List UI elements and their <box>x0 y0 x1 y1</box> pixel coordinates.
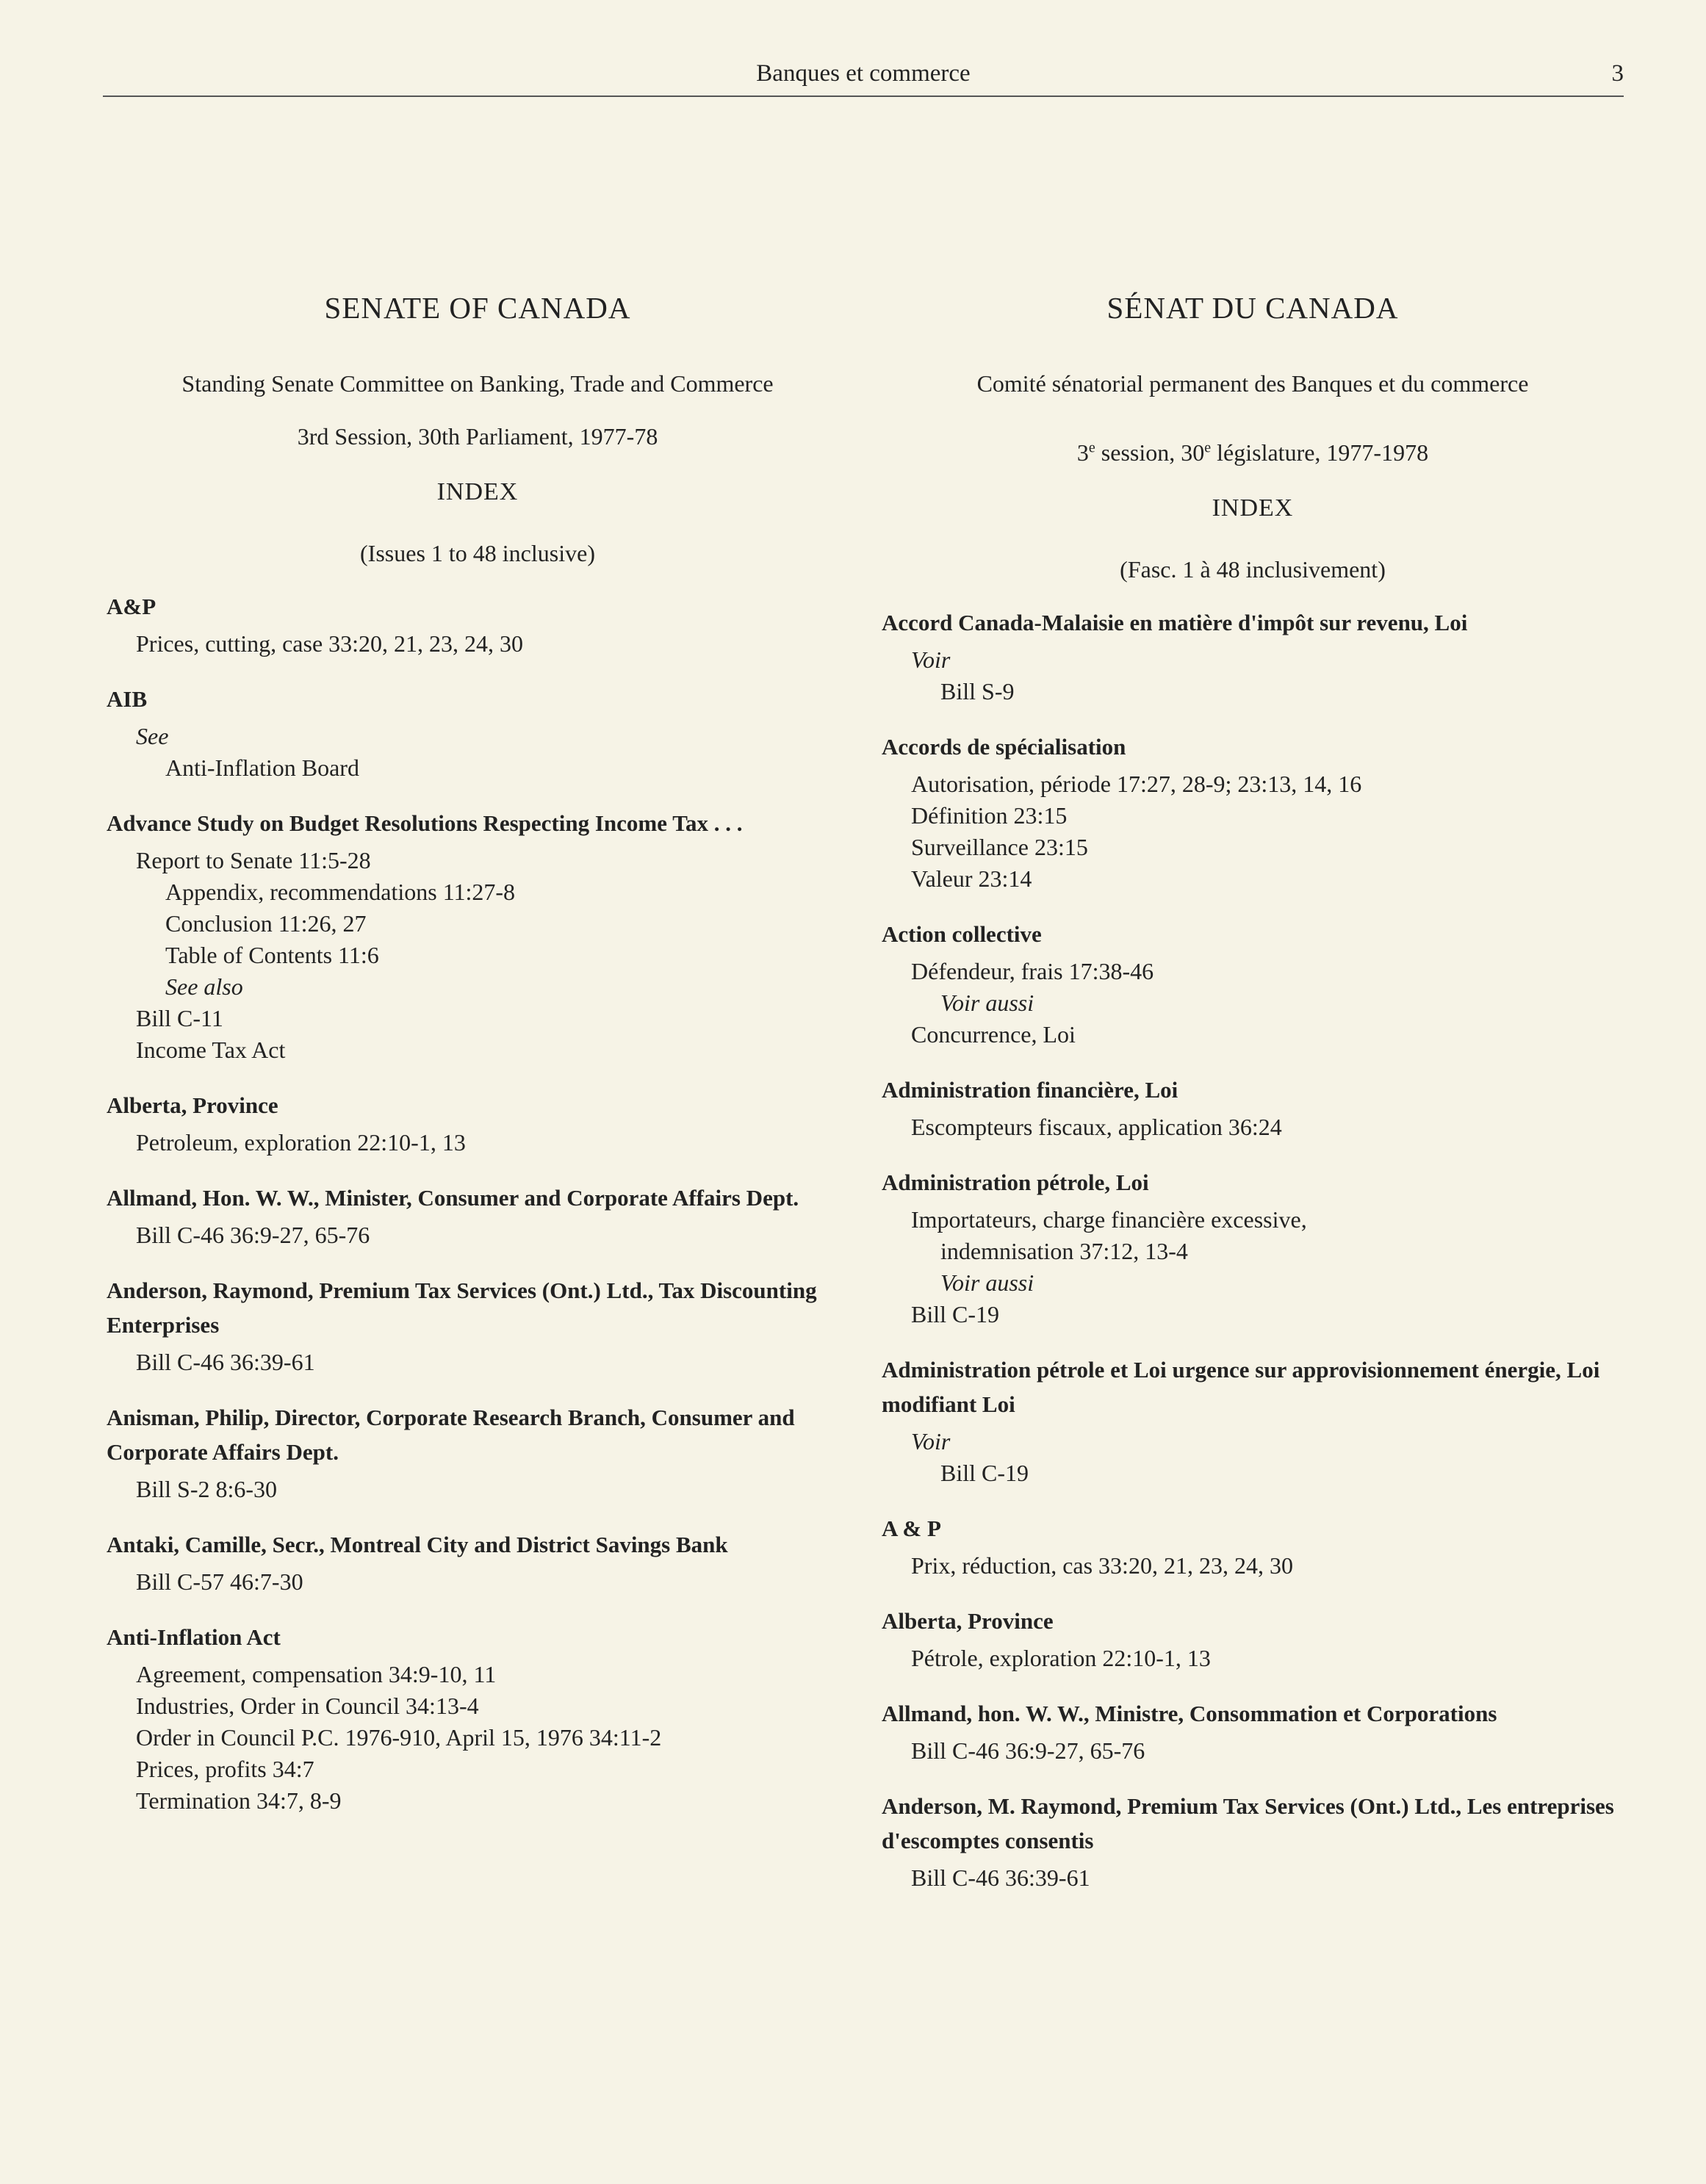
entry-subline: Prix, réduction, cas 33:20, 21, 23, 24, 30 <box>911 1552 1293 1579</box>
issues-range: (Fasc. 1 à 48 inclusivement) <box>1120 556 1386 583</box>
senate-title: SENATE OF CANADA <box>324 291 631 325</box>
index-heading: INDEX <box>436 478 519 505</box>
index-entry <box>107 1527 849 1598</box>
entry-subline: Bill C-11 <box>136 1005 223 1031</box>
index-entry <box>107 1400 849 1505</box>
entry-subline: Escompteurs fiscaux, application 36:24 <box>911 1114 1282 1140</box>
entry-heading: Advance Study on Budget Resolutions Respecting Income Tax . . . <box>107 810 743 836</box>
entry-subline: Surveillance 23:15 <box>911 834 1088 860</box>
entry-subline: Table of Contents 11:6 <box>165 942 379 968</box>
entry-subline: indemnisation 37:12, 13-4 <box>940 1238 1188 1264</box>
index-entry <box>107 806 849 1066</box>
index-entry <box>107 1273 849 1378</box>
entry-heading: Anisman, Philip, Director, Corporate Research Branch, Consumer and Corporate Affairs Dept. <box>107 1405 795 1465</box>
index-entries <box>107 589 849 1817</box>
index-entry <box>882 1789 1624 1894</box>
cross-reference-label: Voir aussi <box>940 1269 1034 1296</box>
entry-heading: Allmand, hon. W. W., Ministre, Consommation et Corporations <box>882 1701 1497 1726</box>
cross-reference-label: Voir aussi <box>940 990 1034 1016</box>
entry-heading: Alberta, Province <box>882 1608 1054 1634</box>
entry-subline: Prices, profits 34:7 <box>136 1756 314 1782</box>
entry-subline: Income Tax Act <box>136 1037 286 1063</box>
cross-reference-label: Voir <box>911 646 951 673</box>
index-entry <box>882 1073 1624 1143</box>
english-column <box>107 283 849 1839</box>
entry-subline: Petroleum, exploration 22:10-1, 13 <box>136 1129 466 1156</box>
entry-subline: Bill C-46 36:39-61 <box>911 1864 1090 1891</box>
running-title: Banques et commerce <box>756 60 971 87</box>
entry-heading: A&P <box>107 594 156 619</box>
index-heading: INDEX <box>1212 494 1294 522</box>
entry-subline: Prices, cutting, case 33:20, 21, 23, 24, 30 <box>136 630 524 657</box>
entry-heading: Administration financière, Loi <box>882 1077 1178 1103</box>
entry-subline: Termination 34:7, 8-9 <box>136 1787 342 1814</box>
running-header <box>103 51 1624 97</box>
english-front-matter <box>107 290 849 567</box>
index-entry <box>882 1165 1624 1330</box>
entry-heading: A & P <box>882 1516 941 1541</box>
entry-heading: Administration pétrole, Loi <box>882 1170 1149 1195</box>
french-front-matter <box>882 290 1624 583</box>
session-info: 3e session, 30e législature, 1977-1978 <box>1076 439 1429 466</box>
entry-subline: Définition 23:15 <box>911 802 1068 829</box>
entry-subline: Agreement, compensation 34:9-10, 11 <box>136 1661 497 1687</box>
index-entry <box>107 1181 849 1251</box>
entry-subline: Bill S-9 <box>940 678 1015 704</box>
entry-heading: Accord Canada-Malaisie en matière d'impôt sur revenu, Loi <box>882 610 1468 635</box>
entry-heading: Antaki, Camille, Secr., Montreal City and District Savings Bank <box>107 1532 728 1557</box>
entry-subline: Industries, Order in Council 34:13-4 <box>136 1693 479 1719</box>
cross-reference-label: Voir <box>911 1428 951 1455</box>
entry-subline: Autorisation, période 17:27, 28-9; 23:13, 14, 16 <box>911 771 1362 797</box>
index-entry <box>107 682 849 784</box>
entry-subline: Bill C-57 46:7-30 <box>136 1568 303 1595</box>
entry-subline: Anti-Inflation Board <box>165 754 359 781</box>
index-entry <box>882 1696 1624 1767</box>
index-entry <box>882 605 1624 707</box>
french-column <box>882 283 1624 1916</box>
committee-name: Comité sénatorial permanent des Banques et du commerce <box>976 370 1529 397</box>
entry-heading: Allmand, Hon. W. W., Minister, Consumer and Corporate Affairs Dept. <box>107 1185 799 1211</box>
entry-heading: Accords de spécialisation <box>882 734 1126 760</box>
entry-subline: Bill S-2 8:6-30 <box>136 1476 278 1502</box>
index-entry <box>882 1352 1624 1489</box>
entry-heading: Administration pétrole et Loi urgence sur approvisionnement énergie, Loi modifiant Loi <box>882 1357 1600 1417</box>
session-info: 3rd Session, 30th Parliament, 1977-78 <box>297 423 658 450</box>
entry-heading: AIB <box>107 686 148 712</box>
entry-subline: Report to Senate 11:5-28 <box>136 847 371 873</box>
page-number: 3 <box>1611 60 1624 87</box>
cross-reference-label: See <box>136 723 169 749</box>
entry-heading: Anderson, Raymond, Premium Tax Services (Ont.) Ltd., Tax Discounting Enterprises <box>107 1277 817 1338</box>
index-entry <box>107 589 849 660</box>
entry-heading: Anderson, M. Raymond, Premium Tax Services (Ont.) Ltd., Les entreprises d'escomptes consentis <box>882 1793 1614 1853</box>
entry-subline: Appendix, recommendations 11:27-8 <box>165 879 516 905</box>
entry-subline: Importateurs, charge financière excessive, <box>911 1206 1307 1233</box>
entry-subline: Bill C-19 <box>940 1460 1029 1486</box>
entry-subline: Bill C-19 <box>911 1301 1000 1327</box>
entry-subline: Bill C-46 36:39-61 <box>136 1349 315 1375</box>
entry-subline: Order in Council P.C. 1976-910, April 15, 1976 34:11-2 <box>136 1724 662 1751</box>
issues-range: (Issues 1 to 48 inclusive) <box>360 540 595 566</box>
index-entries <box>882 605 1624 1894</box>
committee-name: Standing Senate Committee on Banking, Trade and Commerce <box>181 370 774 397</box>
entry-heading: Action collective <box>882 921 1042 947</box>
entry-heading: Alberta, Province <box>107 1092 278 1118</box>
index-entry <box>107 1088 849 1158</box>
entry-subline: Concurrence, Loi <box>911 1021 1076 1048</box>
index-entry <box>107 1620 849 1817</box>
index-entry <box>882 917 1624 1050</box>
index-entry <box>882 729 1624 895</box>
senate-title: SÉNAT DU CANADA <box>1106 291 1399 325</box>
index-entry <box>882 1604 1624 1674</box>
entry-subline: Défendeur, frais 17:38-46 <box>911 958 1154 984</box>
entry-subline: Bill C-46 36:9-27, 65-76 <box>136 1222 370 1248</box>
entry-heading: Anti-Inflation Act <box>107 1624 281 1650</box>
entry-subline: Conclusion 11:26, 27 <box>165 910 367 937</box>
index-entry <box>882 1511 1624 1582</box>
entry-subline: Bill C-46 36:9-27, 65-76 <box>911 1737 1145 1764</box>
entry-subline: Valeur 23:14 <box>911 865 1032 892</box>
cross-reference-label: See also <box>165 973 243 1000</box>
entry-subline: Pétrole, exploration 22:10-1, 13 <box>911 1645 1211 1671</box>
